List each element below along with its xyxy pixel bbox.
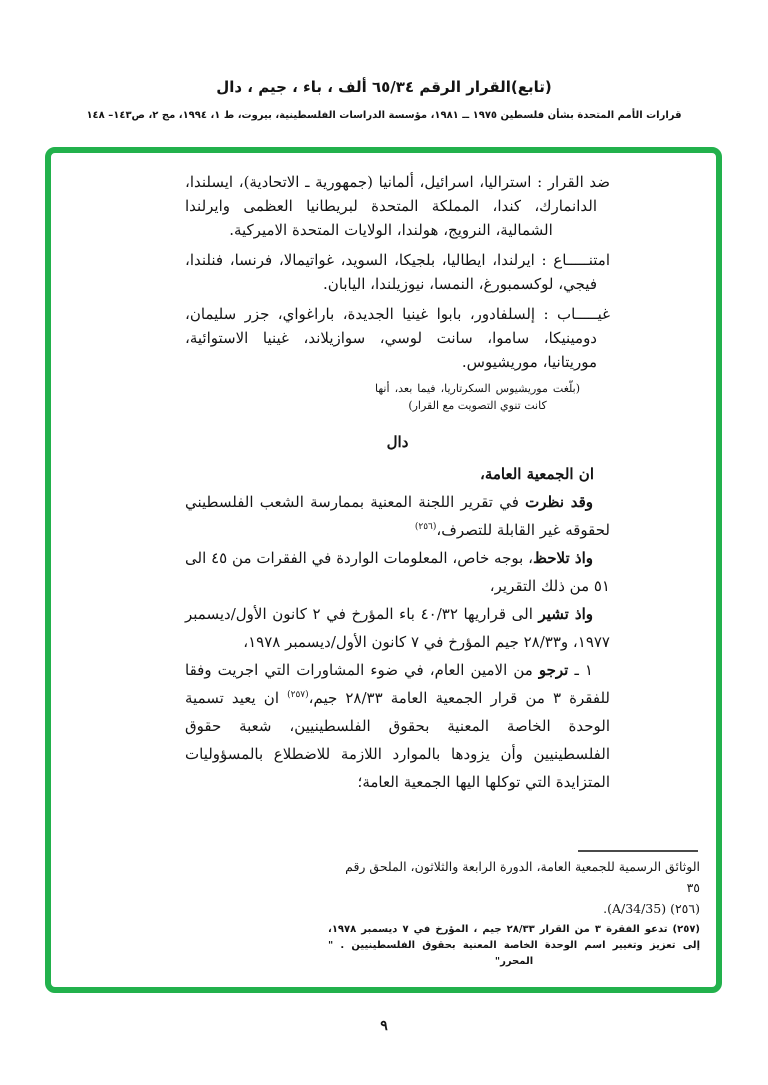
vote-against-paragraph [185,170,610,242]
vote-absent-countries: إلسلفادور، بابوا غينيا الجديدة، باراغواي، جزر سليمان، دومينيكا، ساموا، سانت لوسي، سوازيلاند، غينيا الاستوائية، موريتانيا، موريشيوس. [185,305,597,371]
vote-absent-paragraph [185,302,610,374]
operative-1-text-b: ان يعيد تسمية الوحدة الخاصة المعنية بحقوق الفلسطينيين، شعبة حقوق الفلسطينيين وأن يزودها بالموارد اللازمة للاضطلاع بالمسؤوليات المتزايدة التي توكلها اليها الجمعية العامة؛ [185,689,610,791]
footnote-256-line2: (٢٥٦) (A/34/35). [603,901,700,916]
document-source-line: قرارات الأمم المتحدة بشأن فلسطين ١٩٧٥ ــ ١٩٨١، مؤسسة الدراسات الفلسطينية، بيروت، ط ١، ١٩٩٤، مج ٢، ص١٤٣– ١٤٨ [86,110,682,121]
operative-1-text-a: من الامين العام، في ضوء المشاورات التي اجريت وفقا للفقرة ٣ من قرار الجمعية العامة ٢٨/٣٣ جيم، [185,661,610,707]
vote-abstain-countries: ايرلندا، ايطاليا، بلجيكا، السويد، غواتيمالا، فرنسا، فنلندا، فيجي، لوكسمبورغ، النمسا، نيوزيلندا، اليابان. [185,251,597,293]
page-number: ٩ [380,1018,388,1034]
vote-against-label: ضد القرار : [531,173,611,191]
preamble-2-lead: واذ تلاحظ [532,549,594,567]
preamble-paragraph-3 [185,600,610,656]
preamble-3-lead: واذ تشير [538,605,594,623]
footnote-separator-rule [578,850,698,852]
footnote-ref-257: (٢٥٧) [287,690,309,700]
vote-against-countries: استراليا، اسرائيل، ألمانيا (جمهورية ـ الاتحادية)، ايسلندا، الدانمارك، كندا، المملكة المتحدة لبريطانيا العظمى وايرلندا الشمالية، النرويج، هولندا، الولايات المتحدة الاميركية. [185,173,597,239]
operative-1-lead: ترجو [538,661,569,679]
vote-abstain-paragraph [185,248,610,296]
preamble-paragraph-2 [185,544,610,600]
section-heading-dal: دال [386,433,409,451]
assembly-opening-line: ان الجمعية العامة، [480,465,594,483]
footnotes-block [328,850,700,970]
secretariat-note: (بلّغت موريشيوس السكرتاريا، فيما بعد، أنها كانت تنوي التصويت مع القرار) [375,382,580,412]
preamble-3-text: الى قراريها ٤٠/٣٢ باء المؤرخ في ٢ كانون الأول/ديسمبر ١٩٧٧، و٢٨/٣٣ جيم المؤرخ في ٧ كانون الأول/ديسمبر ١٩٧٨، [185,605,610,651]
preamble-paragraph-1 [185,488,610,544]
vote-abstain-label: امتنـــــاع : [534,251,610,269]
footnote-257: (٢٥٧) تدعو الفقرة ٣ من القرار ٢٨/٣٣ جيم ، المؤرخ في ٧ ديسمبر ١٩٧٨، إلى تعزيز وتغيير اسم الوحدة الخاصة المعنية بحقوق الفلسطينيين . " المحرر" [328,924,700,967]
preamble-1-text: في تقرير اللجنة المعنية بممارسة الشعب الفلسطيني لحقوقه غير القابلة للتصرف، [185,493,610,539]
preamble-1-lead: وقد نظرت [525,493,594,511]
preamble-2-text: ، بوجه خاص، المعلومات الواردة في الفقرات من ٤٥ الى ٥١ من ذلك التقرير، [185,549,610,595]
vote-absent-label: غيـــــاب : [535,305,610,323]
document-title: (تابع)القرار الرقم ٦٥/٣٤ ألف ، باء ، جيم ، دال [216,78,552,96]
operative-1-number: ١ ـ [568,661,593,679]
footnote-ref-256: (٢٥٦) [414,522,437,532]
main-text-column [185,170,610,796]
footnote-256-line1: الوثائق الرسمية للجمعية العامة، الدورة الرابعة والثلاثون، الملحق رقم ٣٥ [345,859,700,895]
operative-paragraph-1 [185,656,610,796]
